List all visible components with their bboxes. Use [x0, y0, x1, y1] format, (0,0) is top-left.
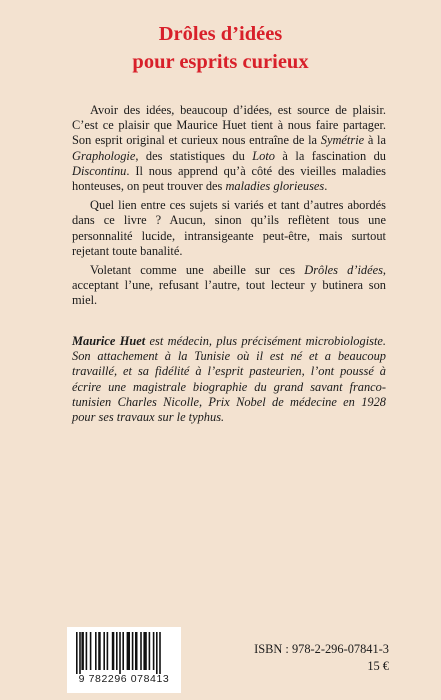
barcode-digits: 9 782296 078413	[78, 673, 170, 685]
barcode-bar	[156, 632, 158, 674]
text-run: , des statistiques du	[135, 148, 253, 163]
blurb-paragraph-1	[72, 103, 386, 194]
italic-term: maladies glorieuses	[225, 179, 325, 194]
blurb	[72, 103, 386, 313]
barcode-bar	[98, 632, 101, 670]
barcode-bar	[127, 632, 130, 670]
barcode-bars	[75, 632, 173, 674]
barcode-bar	[149, 632, 151, 670]
italic-term: Drôles d’idées	[304, 263, 383, 278]
barcode-bar	[90, 632, 92, 670]
italic-term: Graphologie	[72, 148, 136, 163]
barcode-bar	[140, 632, 142, 670]
blurb-paragraph-3	[72, 263, 386, 309]
barcode-bar	[132, 632, 134, 670]
book-title	[0, 20, 441, 76]
barcode-bar	[119, 632, 121, 674]
barcode-bar	[122, 632, 124, 670]
barcode-bar	[79, 632, 81, 674]
price: 15 €	[367, 659, 389, 673]
author-bio-text: est médecin, plus précisément microbiologiste. Son attachement à la Tunisie où il est né et a beaucoup travaillé, et sa fidélité à l’esprit pasteurien, l’ont poussé à écrire une magistrale biographie du grand savant franco-tunisien Charles Nicolle, Prix Nobel de médecine en 1928 pour ses travaux sur le typhus.	[72, 334, 386, 425]
italic-term: Discontinu	[72, 163, 127, 178]
text-run: Voletant comme une abeille sur ces	[90, 263, 305, 278]
barcode-bar	[103, 632, 105, 670]
text-run: à la	[364, 133, 386, 148]
barcode-bar	[112, 632, 115, 670]
barcode-bar	[107, 632, 109, 670]
author-name: Maurice Huet	[72, 334, 146, 348]
barcode	[67, 627, 181, 693]
barcode-bar	[153, 632, 155, 670]
title-line-1: Drôles d’idées	[158, 23, 283, 45]
text-run: Avoir des idées, beaucoup d’idées, est source de plaisir. C’est ce plaisir que Maurice Huet tient à nous faire partager. Son esprit original et curieux nous entraîne de la	[72, 103, 386, 148]
text-run: , acceptant l’une, refusant l’autre, tout lecteur y butinera son miel.	[72, 263, 387, 308]
italic-term: Symétrie	[320, 133, 365, 148]
author-bio	[72, 334, 386, 425]
barcode-bar	[95, 632, 97, 670]
isbn: ISBN : 978-2-296-07841-3	[254, 642, 389, 656]
barcode-bar	[135, 632, 138, 670]
text-run: . Il nous apprend qu’à côté des vieilles maladies honteuses, on peut trouver des	[72, 163, 386, 194]
barcode-bar	[81, 632, 84, 670]
barcode-bar	[76, 632, 78, 674]
title-line-2: pour esprits curieux	[132, 51, 309, 73]
blurb-paragraph-2	[72, 198, 386, 259]
text-run: .	[324, 179, 328, 194]
italic-term: Loto	[252, 148, 275, 163]
barcode-bar	[143, 632, 146, 670]
text-run: Quel lien entre ces sujets si variés et tant d’autres abordés dans ce livre ? Aucun, sinon qu’ils reflètent tous une personnalité lucide, intransigeante peut-être, mais surtout rejetant toute banalité.	[72, 198, 386, 258]
barcode-bar	[116, 632, 118, 670]
barcode-bar	[159, 632, 161, 674]
barcode-bar	[86, 632, 88, 670]
text-run: à la fascination du	[274, 148, 386, 163]
